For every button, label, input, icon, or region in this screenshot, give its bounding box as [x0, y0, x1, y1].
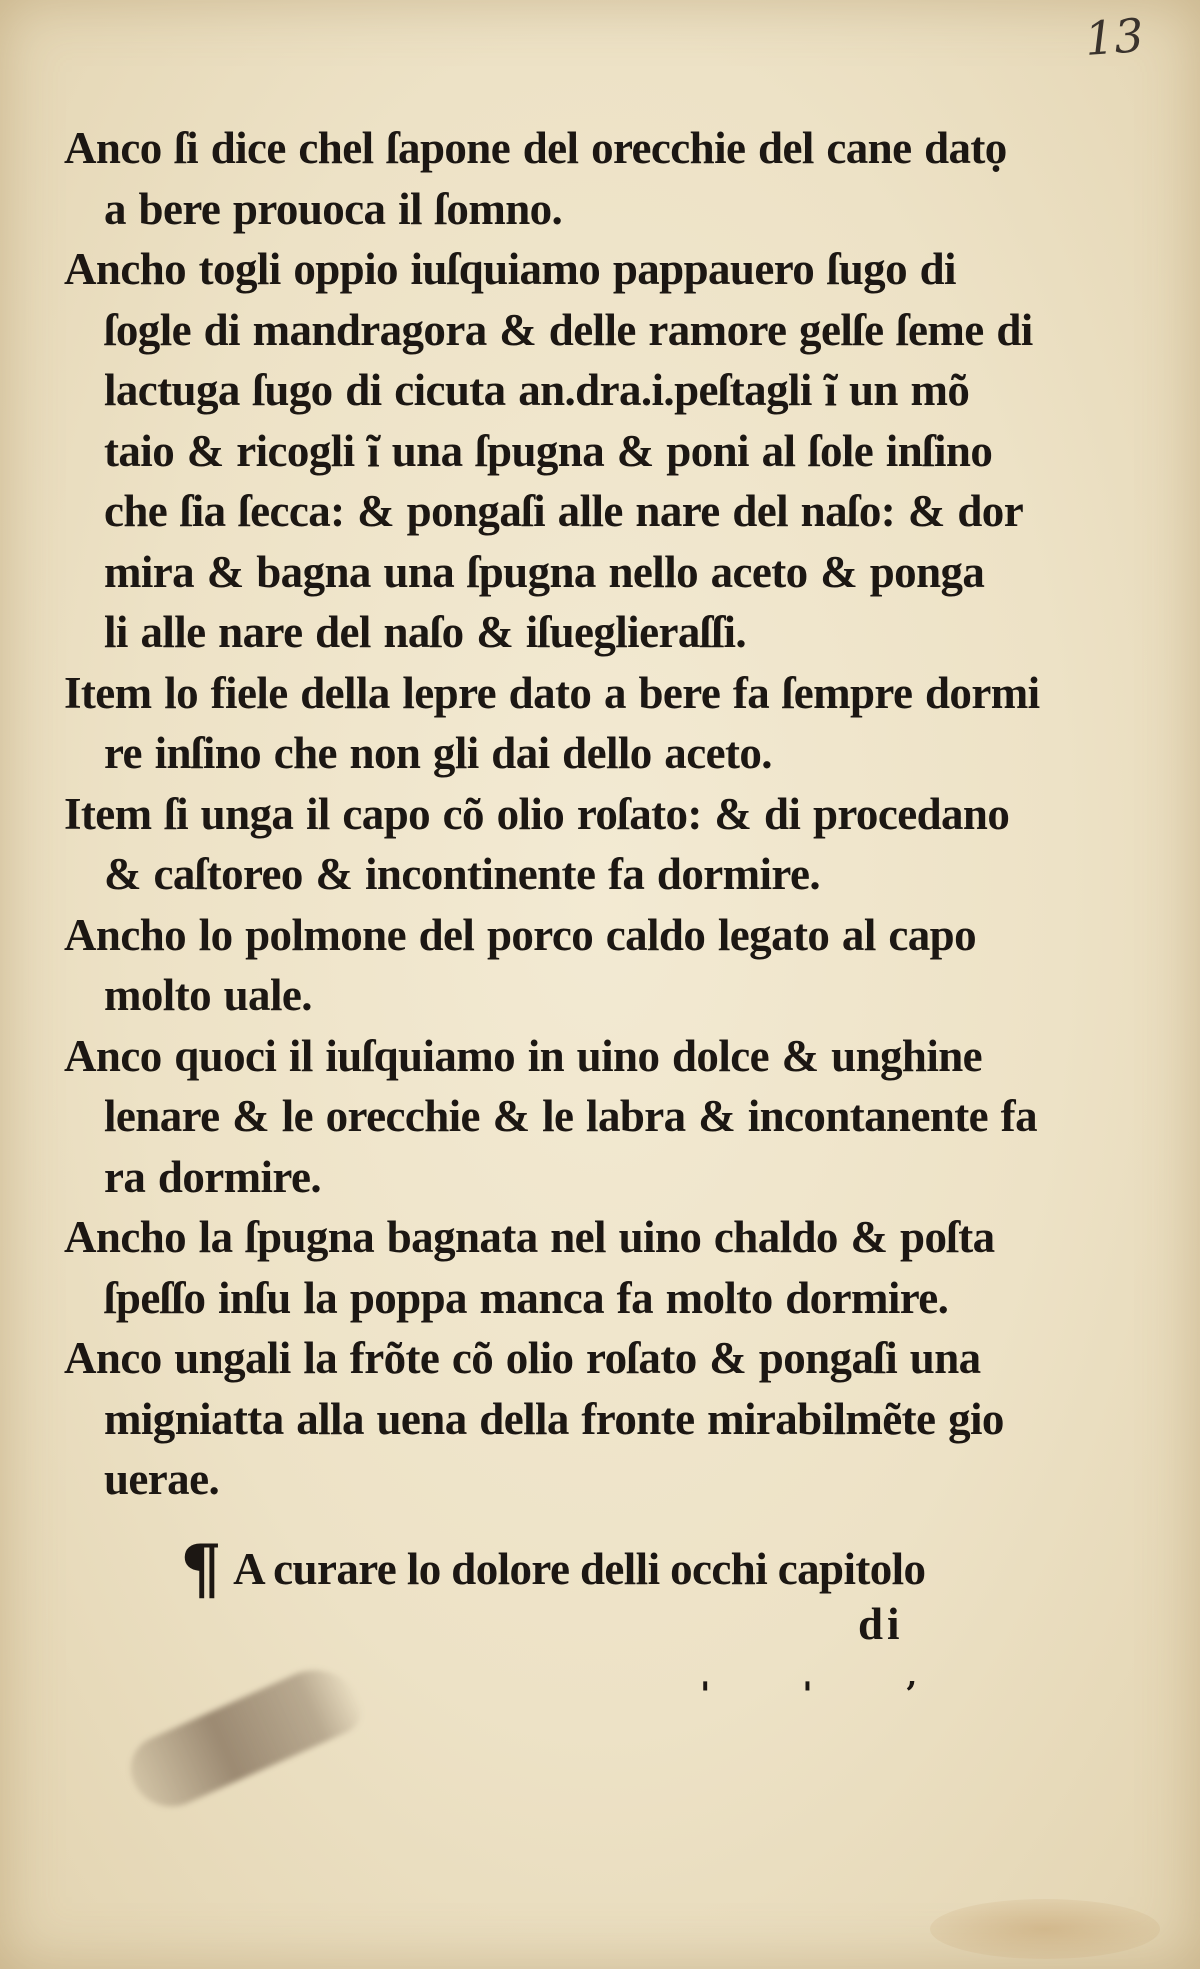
text-line: Ancho lo polmone del porco caldo legato al capo	[64, 909, 976, 960]
text-line: molto uale.	[104, 970, 312, 1020]
text-line: Anco ungali la frõte cõ olio roſato & pongaſi una	[64, 1333, 981, 1383]
stray-ink-marks: ' ' ʼ	[700, 1675, 957, 1715]
text-line: li alle nare del naſo & iſueglieraſſi.	[104, 607, 747, 657]
catchword: di	[858, 1599, 904, 1649]
text-line: Ancho la ſpugna bagnata nel uino chaldo & poſta	[64, 1212, 995, 1262]
body-text	[64, 118, 1074, 1510]
text-line: ſpeſſo inſu la poppa manca fa molto dormire.	[104, 1272, 949, 1323]
text-line: Item ſi unga il capo cõ olio roſato: & di procedano	[64, 788, 1010, 839]
text-line: taio & ricogli ĩ una ſpugna & poni al ſole inſino	[104, 425, 993, 476]
ink-smudge	[120, 1654, 369, 1819]
text-line: re inſino che non gli dai dello aceto.	[104, 728, 772, 778]
text-line: ra dormire.	[104, 1151, 321, 1202]
text-line: Item lo fiele della lepre dato a bere fa ſempre dormi	[64, 667, 1040, 718]
pilcrow-mark: ¶	[180, 1530, 222, 1608]
text-line: che ſia ſecca: & pongaſi alle nare del naſo: & dor	[104, 486, 1024, 536]
chapter-heading	[180, 1530, 1080, 1608]
paper-stain	[930, 1899, 1160, 1959]
text-line: ſogle di mandragora & delle ramore gelſe ſeme di	[104, 304, 1033, 355]
folio-number: 13	[1083, 8, 1146, 66]
chapter-heading-text: A curare lo dolore delli occhi capitolo	[233, 1544, 926, 1594]
text-line: Anco ſi dice chel ſapone del orecchie del cane datọ	[64, 123, 1007, 173]
text-line: a bere prouoca il ſomno.	[104, 183, 563, 234]
text-line: Anco quoci il iuſquiamo in uino dolce & unghine	[64, 1030, 983, 1081]
text-line: uerae.	[104, 1454, 220, 1504]
text-line: Ancho togli oppio iuſquiamo pappauero ſugo di	[64, 244, 956, 294]
text-line: lenare & le orecchie & le labra & incontanente fa	[104, 1091, 1037, 1141]
text-line: lactuga ſugo di cicuta an.dra.i.peſtagli ĩ un mõ	[104, 365, 970, 415]
text-line: & caſtoreo & incontinente fa dormire.	[104, 849, 820, 899]
text-line: migniatta alla uena della fronte mirabilmẽte gio	[104, 1393, 1004, 1444]
text-line: mira & bagna una ſpugna nello aceto & ponga	[104, 546, 985, 597]
